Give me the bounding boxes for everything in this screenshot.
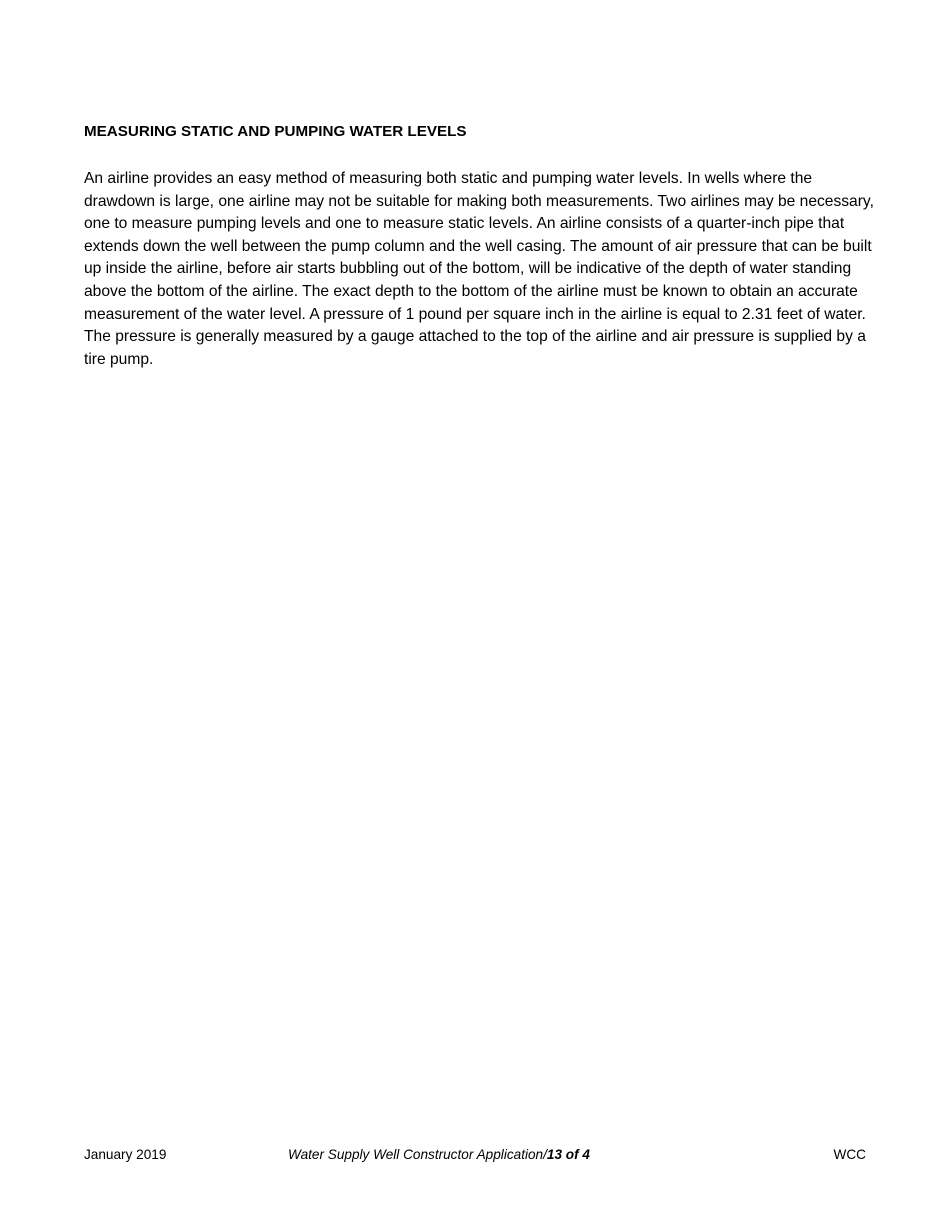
footer-page-number: 13 of 4 [546, 1147, 590, 1162]
body-paragraph: An airline provides an easy method of measuring both static and pumping water levels. In wells where the drawdown is large, one airline may not be suitable for making both measurements. Two airlines may be necessary, one to measure pumping levels and one to measure static levels. An airline consists of a quarter-inch pipe that extends down the well between the pump column and the well casing. The amount of air pressure that can be built up inside the airline, before air starts bubbling out of the bottom, will be indicative of the depth of water standing above the bottom of the airline. The exact depth to the bottom of the airline must be known to obtain an accurate measurement of the water level. A pressure of 1 pound per square inch in the airline is equal to 2.31 feet of water. The pressure is generally measured by a gauge attached to the top of the airline and air pressure is supplied by a tire pump. [84, 170, 874, 368]
footer-document-title [288, 1145, 590, 1165]
footer-code: WCC [833, 1147, 866, 1162]
footer-date: January 2019 [84, 1147, 167, 1162]
page-footer [0, 1145, 950, 1167]
section-heading: MEASURING STATIC AND PUMPING WATER LEVELS [84, 123, 467, 140]
footer-title-text: Water Supply Well Constructor Application/ [288, 1147, 547, 1162]
